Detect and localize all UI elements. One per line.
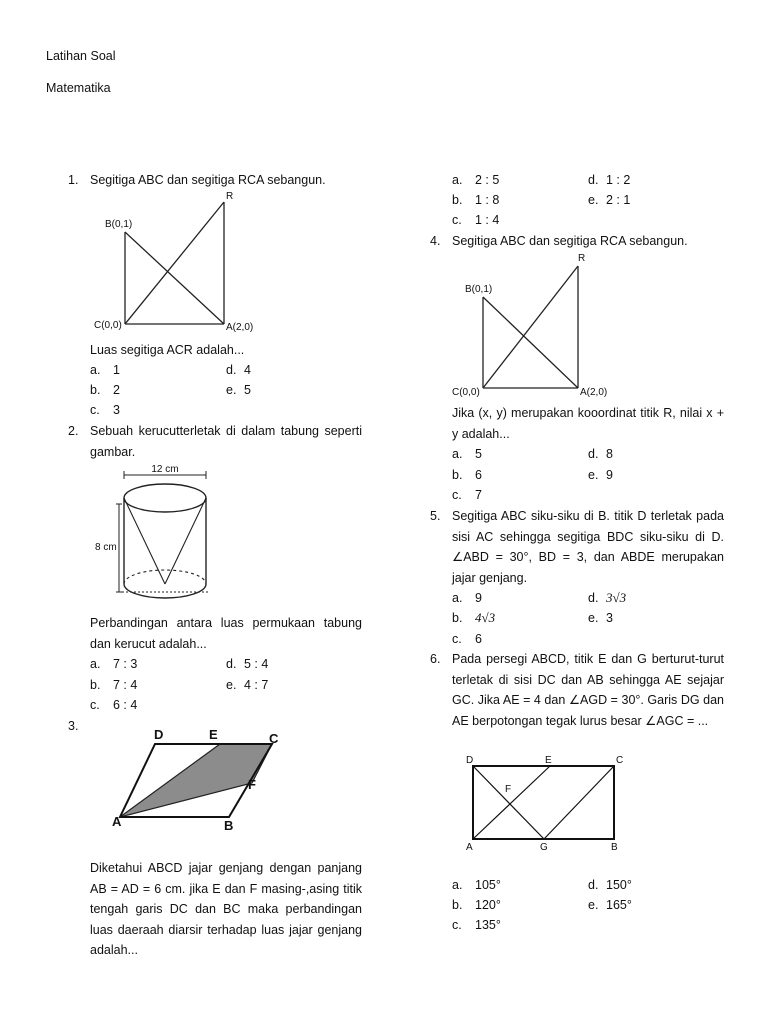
- option-value: 4 : 7: [244, 678, 269, 692]
- triangle-figure-q4: [450, 248, 620, 398]
- option-value: 5 : 4: [244, 657, 269, 671]
- option-letter: d.: [226, 363, 237, 377]
- option-letter: e.: [588, 193, 599, 207]
- question-number: 3.: [68, 719, 79, 733]
- option-value: 1 : 2: [606, 173, 631, 187]
- option-value: 1: [113, 363, 120, 377]
- option-value: 7: [475, 488, 482, 502]
- point-label: G: [540, 842, 548, 853]
- parallelogram-figure-q3: [100, 722, 300, 836]
- question-number: 2.: [68, 424, 79, 438]
- option-letter: b.: [452, 611, 463, 625]
- option-value: 150°: [606, 878, 632, 892]
- point-label: C(0,0): [94, 320, 122, 331]
- question-prompt: Segitiga ABC siku-siku di B. titik D terletak pada sisi AC sehingga segitiga BDC siku-siku di D. ∠ABD = 30°, BD = 3, dan ABDE merupakan jajar genjang.: [452, 509, 724, 585]
- document-subject: Matematika: [46, 81, 111, 95]
- point-label: B(0,1): [105, 219, 133, 230]
- point-label: C: [616, 755, 624, 766]
- option-value: 5: [244, 383, 251, 397]
- option-letter: b.: [452, 468, 463, 482]
- option-value: 9: [475, 591, 482, 605]
- question-prompt: Diketahui ABCD jajar genjang dengan panjang AB = AD = 6 cm. jika E dan F masing-,asing titik tengah garis DC dan BC maka perbandingan luas daeraah diarsir terhadap luas jajar genjang adalah...: [90, 861, 362, 958]
- point-label: D: [154, 727, 164, 742]
- option-value: 7 : 3: [113, 657, 138, 671]
- option-letter: b.: [90, 383, 101, 397]
- option-value: 120°: [475, 898, 501, 912]
- cylinder-cone-figure-q2: [90, 461, 270, 607]
- option-letter: c.: [452, 488, 462, 502]
- option-letter: a.: [452, 447, 463, 461]
- point-label: R: [578, 253, 586, 264]
- option-letter: e.: [226, 678, 237, 692]
- option-value: 135°: [475, 918, 501, 932]
- option-value: 1 : 4: [475, 213, 500, 227]
- option-letter: d.: [588, 447, 599, 461]
- point-label: B(0,1): [465, 284, 493, 295]
- question-prompt: Jika (x, y) merupakan kooordinat titik R, nilai x + y adalah...: [452, 406, 724, 441]
- option-value: 3√3: [606, 590, 627, 605]
- option-value: 3: [113, 403, 120, 417]
- question-stem: Segitiga ABC dan segitiga RCA sebangun.: [90, 173, 326, 187]
- point-label: A: [112, 814, 122, 829]
- point-label: B: [224, 818, 234, 833]
- option-value: 6: [475, 632, 482, 646]
- option-letter: d.: [588, 878, 599, 892]
- point-label: C(0,0): [452, 387, 480, 398]
- option-value: 7 : 4: [113, 678, 138, 692]
- option-value: 2: [113, 383, 120, 397]
- option-letter: d.: [588, 591, 599, 605]
- option-letter: c.: [90, 403, 100, 417]
- option-letter: c.: [90, 698, 100, 712]
- option-letter: b.: [90, 678, 101, 692]
- question-prompt: Pada persegi ABCD, titik E dan G berturut-turut terletak di sisi DC dan AB sehingga AE sejajar GC. Jika AE = 4 dan ∠AGD = 30°. Garis DG dan AE berpotongan tegak lurus besar ∠AGC = ...: [452, 652, 724, 728]
- option-value: 6: [475, 468, 482, 482]
- option-letter: c.: [452, 632, 462, 646]
- option-letter: e.: [588, 611, 599, 625]
- point-label: B: [611, 842, 618, 853]
- point-label: F: [248, 777, 256, 792]
- option-letter: c.: [452, 213, 462, 227]
- option-letter: d.: [226, 657, 237, 671]
- option-value: 165°: [606, 898, 632, 912]
- option-value: 2 : 1: [606, 193, 631, 207]
- option-value: 3: [606, 611, 613, 625]
- option-value: 4: [244, 363, 251, 377]
- option-value: 2 : 5: [475, 173, 500, 187]
- option-value: 5: [475, 447, 482, 461]
- option-value: 6 : 4: [113, 698, 138, 712]
- option-letter: a.: [452, 591, 463, 605]
- point-label: R: [226, 191, 234, 202]
- option-letter: d.: [588, 173, 599, 187]
- question-prompt: Luas segitiga ACR adalah...: [90, 343, 245, 357]
- option-letter: a.: [452, 173, 463, 187]
- option-letter: a.: [452, 878, 463, 892]
- document-title: Latihan Soal: [46, 49, 116, 63]
- question-number: 6.: [430, 652, 441, 666]
- point-label: A(2,0): [226, 322, 254, 333]
- question-number: 5.: [430, 509, 441, 523]
- option-letter: a.: [90, 657, 101, 671]
- option-letter: a.: [90, 363, 101, 377]
- square-figure-q6: [460, 750, 630, 856]
- option-letter: b.: [452, 193, 463, 207]
- option-letter: e.: [588, 898, 599, 912]
- option-value: 4√3: [475, 610, 496, 625]
- question-stem: Segitiga ABC dan segitiga RCA sebangun.: [452, 234, 688, 248]
- point-label: D: [466, 755, 474, 766]
- option-letter: e.: [588, 468, 599, 482]
- dimension-label: 8 cm: [95, 542, 117, 553]
- point-label: A: [466, 842, 473, 853]
- point-label: E: [209, 727, 218, 742]
- option-letter: c.: [452, 918, 462, 932]
- question-number: 1.: [68, 173, 79, 187]
- point-label: F: [505, 784, 512, 795]
- option-value: 105°: [475, 878, 501, 892]
- point-label: C: [269, 731, 279, 746]
- triangle-figure-q1: [90, 188, 280, 338]
- option-value: 9: [606, 468, 613, 482]
- question-number: 4.: [430, 234, 441, 248]
- option-value: 8: [606, 447, 613, 461]
- option-value: 1 : 8: [475, 193, 500, 207]
- dimension-label: 12 cm: [151, 464, 179, 475]
- option-letter: b.: [452, 898, 463, 912]
- point-label: E: [545, 755, 552, 766]
- option-letter: e.: [226, 383, 237, 397]
- question-prompt: Perbandingan antara luas permukaan tabung dan kerucut adalah...: [90, 616, 362, 651]
- point-label: A(2,0): [580, 387, 608, 398]
- question-stem: Sebuah kerucutterletak di dalam tabung seperti gambar.: [90, 424, 362, 459]
